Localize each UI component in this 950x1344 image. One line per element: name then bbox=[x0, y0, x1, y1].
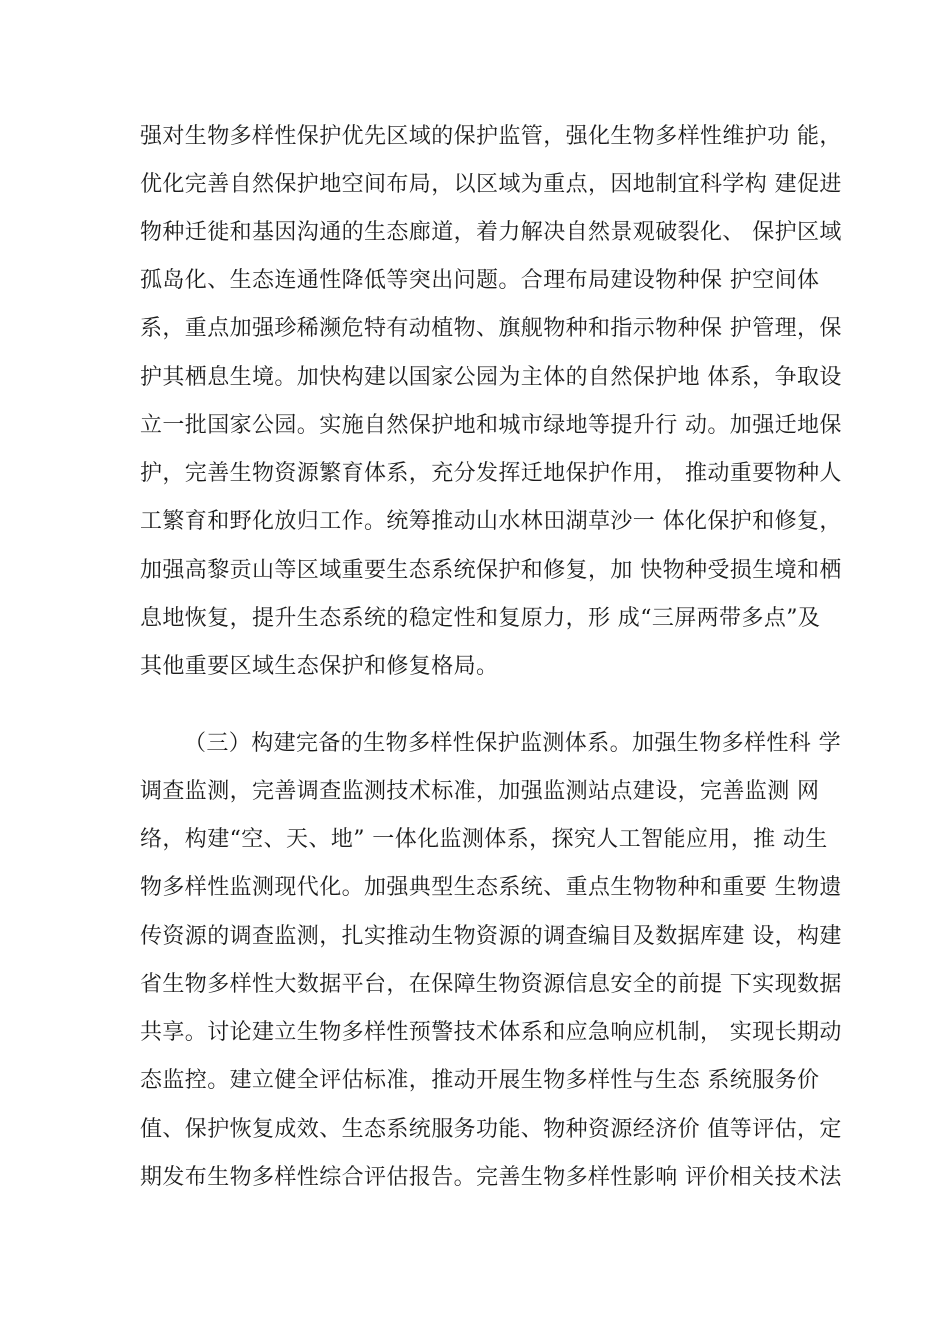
paragraph-1-line-6: 护其栖息生境。加快构建以国家公园为主体的自然保护地 体系，争取设 bbox=[140, 365, 842, 390]
paragraph-1-line-10: 加强高黎贡山等区域重要生态系统保护和修复，加 快物种受损生境和栖 bbox=[140, 558, 842, 583]
paragraph-1-line-5: 系，重点加强珍稀濒危特有动植物、旗舰物种和指示物种保 护管理，保 bbox=[140, 316, 842, 341]
paragraph-2-line-3: 络，构建“空、天、地” 一体化监测体系，探究人工智能应用，推 动生 bbox=[140, 827, 828, 852]
paragraph-1-line-9: 工繁育和野化放归工作。统筹推动山水林田湖草沙一 体化保护和修复， bbox=[140, 509, 842, 534]
paragraph-2-line-9: 值、保护恢复成效、生态系统服务功能、物种资源经济价 值等评估，定 bbox=[140, 1117, 842, 1142]
paragraph-2-line-5: 传资源的调查监测，扎实推动生物资源的调查编目及数据库建 设，构建 bbox=[140, 924, 842, 949]
paragraph-1-line-2: 优化完善自然保护地空间布局，以区域为重点，因地制宜科学构 建促进 bbox=[140, 172, 842, 197]
paragraph-1-line-8: 护，完善生物资源繁育体系，充分发挥迁地保护作用， 推动重要物种人 bbox=[140, 461, 842, 486]
paragraph-2-line-6: 省生物多样性大数据平台，在保障生物资源信息安全的前提 下实现数据 bbox=[140, 972, 842, 997]
paragraph-1-line-12: 其他重要区域生态保护和修复格局。 bbox=[140, 654, 499, 679]
paragraph-1-line-4: 孤岛化、生态连通性降低等突出问题。合理布局建设物种保 护空间体 bbox=[140, 268, 820, 293]
paragraph-2-line-2: 调查监测，完善调查监测技术标准，加强监测站点建设，完善监测 网 bbox=[140, 779, 820, 804]
paragraph-2-line-8: 态监控。建立健全评估标准，推动开展生物多样性与生态 系统服务价 bbox=[140, 1068, 820, 1093]
paragraph-2-line-7: 共享。讨论建立生物多样性预警技术体系和应急响应机制， 实现长期动 bbox=[140, 1020, 842, 1045]
paragraph-1-line-7: 立一批国家公园。实施自然保护地和城市绿地等提升行 动。加强迁地保 bbox=[140, 413, 842, 438]
paragraph-1-line-1: 强对生物多样性保护优先区域的保护监管，强化生物多样性维护功 能， bbox=[140, 124, 842, 149]
paragraph-1-line-3: 物种迁徙和基因沟通的生态廊道，着力解决自然景观破裂化、 保护区域 bbox=[140, 220, 842, 245]
paragraph-2-line-10: 期发布生物多样性综合评估报告。完善生物多样性影响 评价相关技术法 bbox=[140, 1165, 842, 1190]
paragraph-2-line-1: （三）构建完备的生物多样性保护监测体系。加强生物多样性科 学 bbox=[184, 731, 841, 756]
paragraph-1-line-11: 息地恢复，提升生态系统的稳定性和复原力，形 成“三屏两带多点”及 bbox=[140, 606, 821, 631]
paragraph-2-line-4: 物多样性监测现代化。加强典型生态系统、重点生物物种和重要 生物遗 bbox=[140, 875, 842, 900]
